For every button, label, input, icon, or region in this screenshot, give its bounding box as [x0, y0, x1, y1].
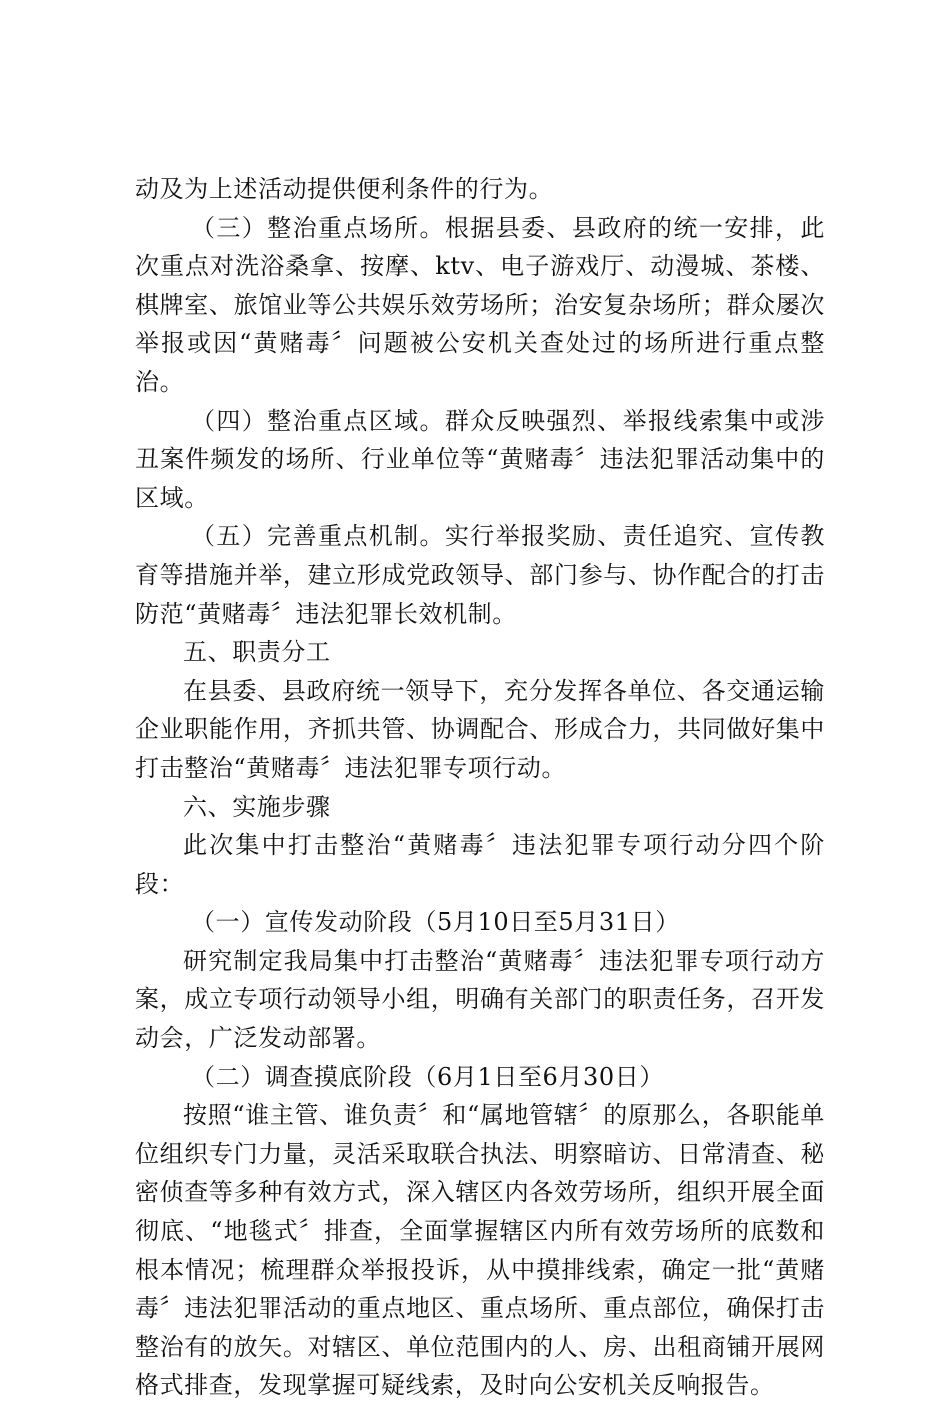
subheading-publicity-phase: （一）宣传发动阶段（5月10日至5月31日）: [191, 908, 680, 937]
paragraph-steps-intro: 此次集中打击整治“黄赌毒〞违法犯罪专项行动分四个阶段：: [135, 831, 825, 898]
paragraph-key-venues: （三）整治重点场所。根据县委、县政府的统一安排，此次重点对洗浴桑拿、按摩、ktv、电子游戏厅、动漫城、茶楼、棋牌室、旅馆业等公共娱乐效劳场所；治安复杂场所；群众屡次举报或因“黄赌毒〞问题被公安机关查处过的场所进行重点整治。: [135, 213, 825, 396]
document-body: [135, 170, 825, 1405]
section-heading-responsibilities: 五、职责分工: [183, 638, 331, 667]
paragraph-key-areas: （四）整治重点区域。群众反映强烈、举报线索集中或涉丑案件频发的场所、行业单位等“黄赌毒〞违法犯罪活动集中的区域。: [135, 406, 825, 512]
paragraph-continuation: 动及为上述活动提供便利条件的行为。: [135, 175, 554, 203]
paragraph-key-mechanisms: （五）完善重点机制。实行举报奖励、责任追究、宣传教育等措施并举，建立形成党政领导、部门参与、协作配合的打击防范“黄赌毒〞违法犯罪长效机制。: [135, 522, 825, 628]
paragraph-publicity-phase: 研究制定我局集中打击整治“黄赌毒〞违法犯罪专项行动方案，成立专项行动领导小组，明确有关部门的职责任务，召开发动会，广泛发动部署。: [135, 946, 825, 1053]
subheading-investigation-phase: （二）调查摸底阶段（6月1日至6月30日）: [191, 1062, 664, 1091]
paragraph-investigation-phase: 按照“谁主管、谁负责〞和“属地管辖〞的原那么，各职能单位组织专门力量，灵活采取联合执法、明察暗访、日常清查、秘密侦查等多种有效方式，深入辖区内各效劳场所，组织开展全面彻底、“地毯式〞排查，全面掌握辖区内所有效劳场所的底数和根本情况；梳理群众举报投诉，从中摸排线索，确定一批“黄赌毒〞违法犯罪活动的重点地区、重点场所、重点部位，确保打击整治有的放矢。对辖区、单位范围内的人、房、出租商铺开展网格式排查，发现掌握可疑线索，及时向公安机关反响报告。: [135, 1101, 825, 1400]
paragraph-responsibilities: 在县委、县政府统一领导下，充分发挥各单位、各交通运输企业职能作用，齐抓共管、协调配合、形成合力，共同做好集中打击整治“黄赌毒〞违法犯罪专项行动。: [135, 676, 825, 782]
section-heading-steps: 六、实施步骤: [183, 792, 331, 821]
